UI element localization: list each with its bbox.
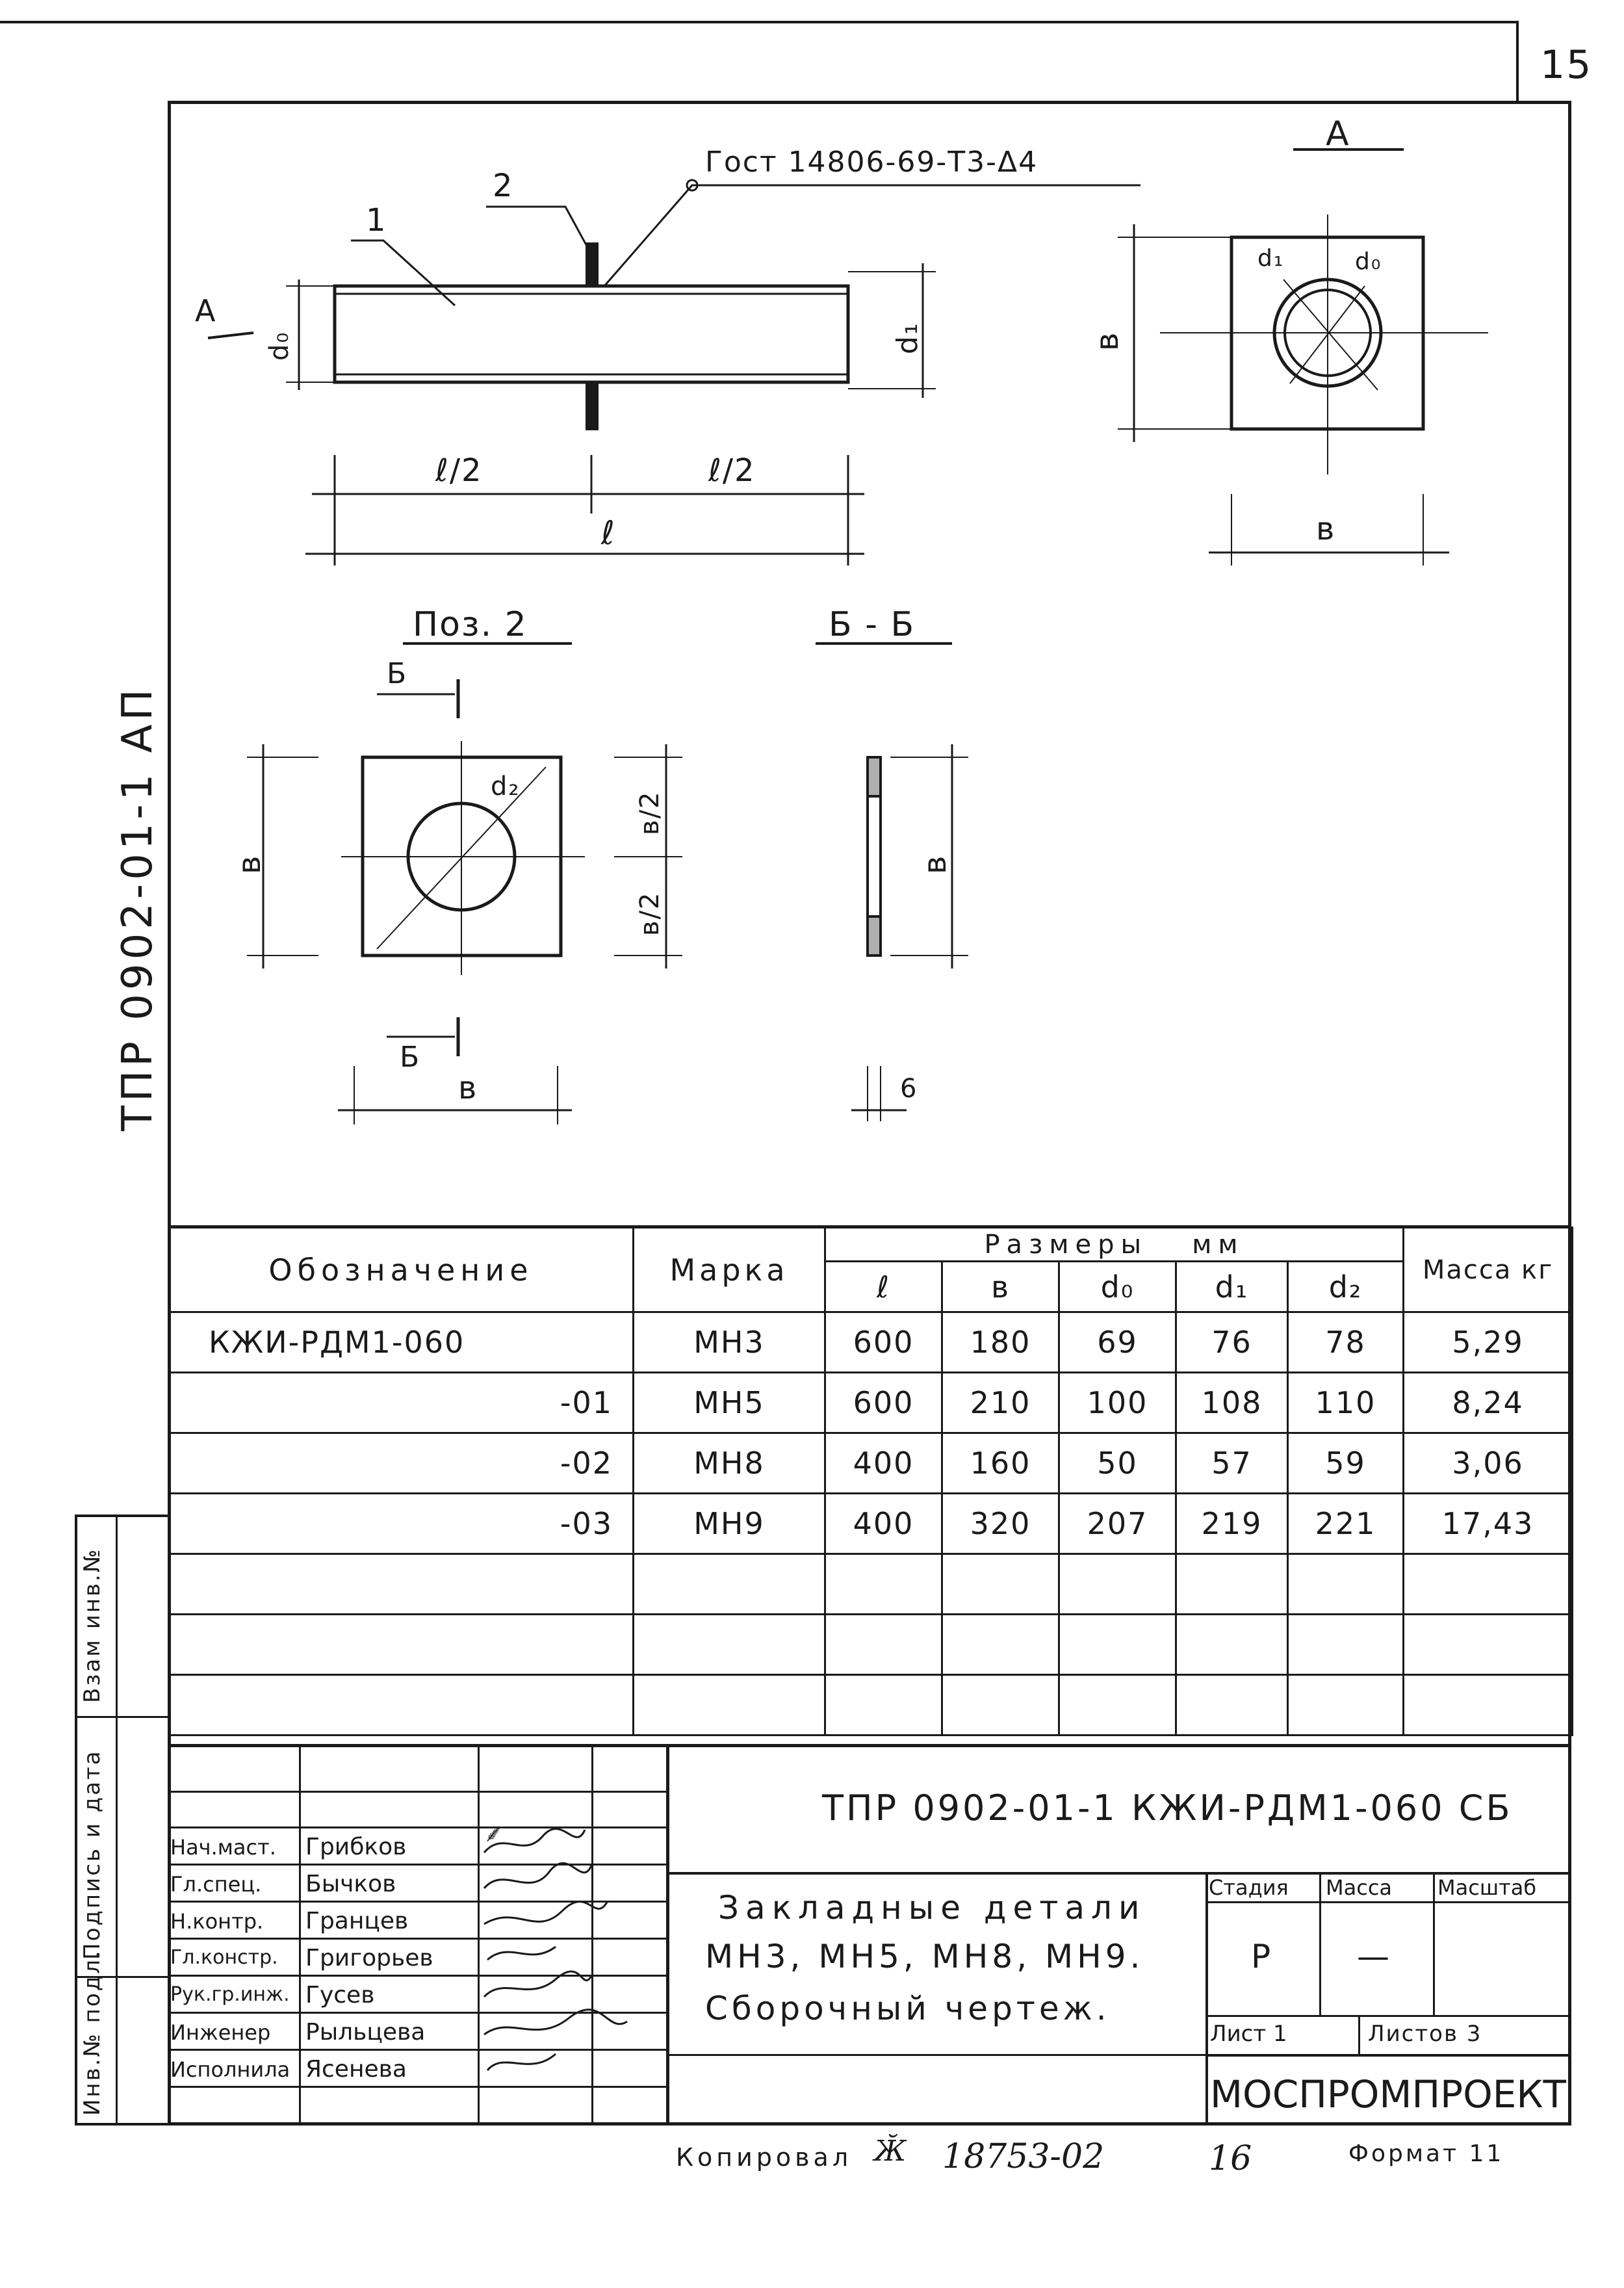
footer-number: 18753-02	[942, 2137, 1105, 2176]
section-mark-top: Б	[387, 657, 408, 690]
footer-copied: Копировал	[676, 2143, 853, 2172]
view-a-dim-b-bottom: в	[1316, 511, 1336, 547]
dim-l-half-2: ℓ/2	[708, 452, 756, 489]
mass-value: —	[1357, 1938, 1391, 1975]
pos2-dim-b-bottom: в	[458, 1070, 478, 1106]
leader-2	[486, 207, 593, 257]
col-l: ℓ	[825, 1262, 942, 1312]
pos1-label: 1	[366, 202, 387, 239]
view-arrow-label: А	[195, 293, 217, 328]
organization: МОСПРОМПРОЕКТ	[1210, 2072, 1566, 2116]
footer-sheet-no: 16	[1209, 2139, 1252, 2178]
view-a-dim-d0: d₀	[1355, 248, 1382, 275]
left-strip-inv-repl: Взам инв.№	[79, 1547, 105, 1703]
side-label: ТПР 0902-01-1 АП	[114, 685, 162, 1131]
dim-d1-label: d₁	[891, 322, 924, 354]
pipe-body	[335, 286, 848, 382]
table-row: КЖИ-РДМ1-060 МН3 600 180 69 76 78 5,29	[169, 1312, 1573, 1373]
page-number: 15	[1540, 42, 1593, 88]
col-mark: Марка	[634, 1228, 825, 1312]
mass-label: Масса	[1326, 1875, 1393, 1900]
person-row: Инженер Рыльцева	[170, 2019, 426, 2046]
pos2-dim-b: в	[231, 854, 268, 874]
stage-value: Р	[1251, 1938, 1272, 1975]
table-row-empty	[169, 1675, 1573, 1736]
section-dim-b: в	[917, 854, 953, 874]
stage-label: Стадия	[1209, 1875, 1289, 1900]
footer-signature: Ӂ	[874, 2135, 907, 2168]
footer-format: Формат 11	[1348, 2140, 1504, 2167]
scale-label: Масштаб	[1437, 1875, 1537, 1900]
person-row: Гл.констр. Григорьев	[170, 1945, 433, 1971]
sheets-label: Листов 3	[1368, 2021, 1482, 2047]
title-line-3: Сборочный чертеж.	[705, 1990, 1111, 2027]
col-d0: d₀	[1059, 1262, 1176, 1312]
section-dim-6: 6	[900, 1074, 918, 1104]
table-row-empty	[169, 1615, 1573, 1675]
dim-d0-label: d₀	[264, 331, 294, 361]
title-line-1: Закладные детали	[718, 1889, 1146, 1927]
view-a-dim-b: в	[1089, 331, 1126, 351]
signatures	[478, 1826, 634, 2086]
gost-note: Гост 14806-69-Т3-Δ4	[705, 146, 1038, 179]
spec-table	[168, 1227, 1573, 1736]
view-a-dim-d1: d₁	[1257, 245, 1285, 272]
pos2-title: Поз. 2	[413, 605, 528, 644]
person-row: Исполнила Ясенева	[170, 2056, 407, 2083]
section-mark-bottom: Б	[400, 1041, 421, 1074]
dim-l-half-1: ℓ/2	[435, 452, 483, 489]
pos2-dim-b-half-bottom: в/2	[635, 891, 665, 936]
signature: ⸙	[483, 1821, 501, 1847]
col-sizes: Размеры мм	[825, 1228, 1404, 1262]
leader-1	[351, 240, 455, 306]
person-row: Рук.гр.инж. Гусев	[170, 1982, 375, 2008]
view-a-title: А	[1326, 114, 1350, 153]
pos2-dim-b-half-top: в/2	[635, 790, 665, 835]
pos2-label: 2	[493, 168, 514, 204]
left-strip-inv-orig: Инв.№ подл.	[79, 1949, 105, 2116]
pos2-dim-d2: d₂	[491, 772, 521, 801]
weld-leader	[604, 185, 1141, 286]
title-line-2: МН3, МН5, МН8, МН9.	[705, 1938, 1144, 1975]
col-d1: d₁	[1176, 1262, 1288, 1312]
sheet-label: Лист 1	[1210, 2021, 1287, 2047]
table-row: -03 МН9 400 320 207 219 221 17,43	[169, 1494, 1573, 1554]
dim-l: ℓ	[601, 514, 616, 552]
left-strip-sign-date: Подпись и дата	[79, 1749, 105, 1960]
col-d2: d₂	[1288, 1262, 1404, 1312]
person-row: Нач.маст. Грибков ⸙	[170, 1821, 501, 1860]
person-row: Н.контр. Гранцев	[170, 1908, 409, 1934]
col-b: в	[942, 1262, 1059, 1312]
col-designation: Обозначение	[169, 1228, 634, 1312]
table-row: -01 МН5 600 210 100 108 110 8,24	[169, 1373, 1573, 1433]
table-row: -02 МН8 400 160 50 57 59 3,06	[169, 1433, 1573, 1494]
col-mass: Масса кг	[1404, 1228, 1573, 1312]
section-title: Б - Б	[829, 605, 916, 644]
plate-section-low	[587, 382, 597, 429]
person-row: Гл.спец. Бычков	[170, 1871, 396, 1897]
title-block-top-rule	[168, 1744, 1571, 1747]
table-row-empty	[169, 1554, 1573, 1615]
title-grid-line	[168, 1791, 668, 1793]
doc-code: ТПР 0902-01-1 КЖИ-РДМ1-060 СБ	[822, 1788, 1513, 1828]
